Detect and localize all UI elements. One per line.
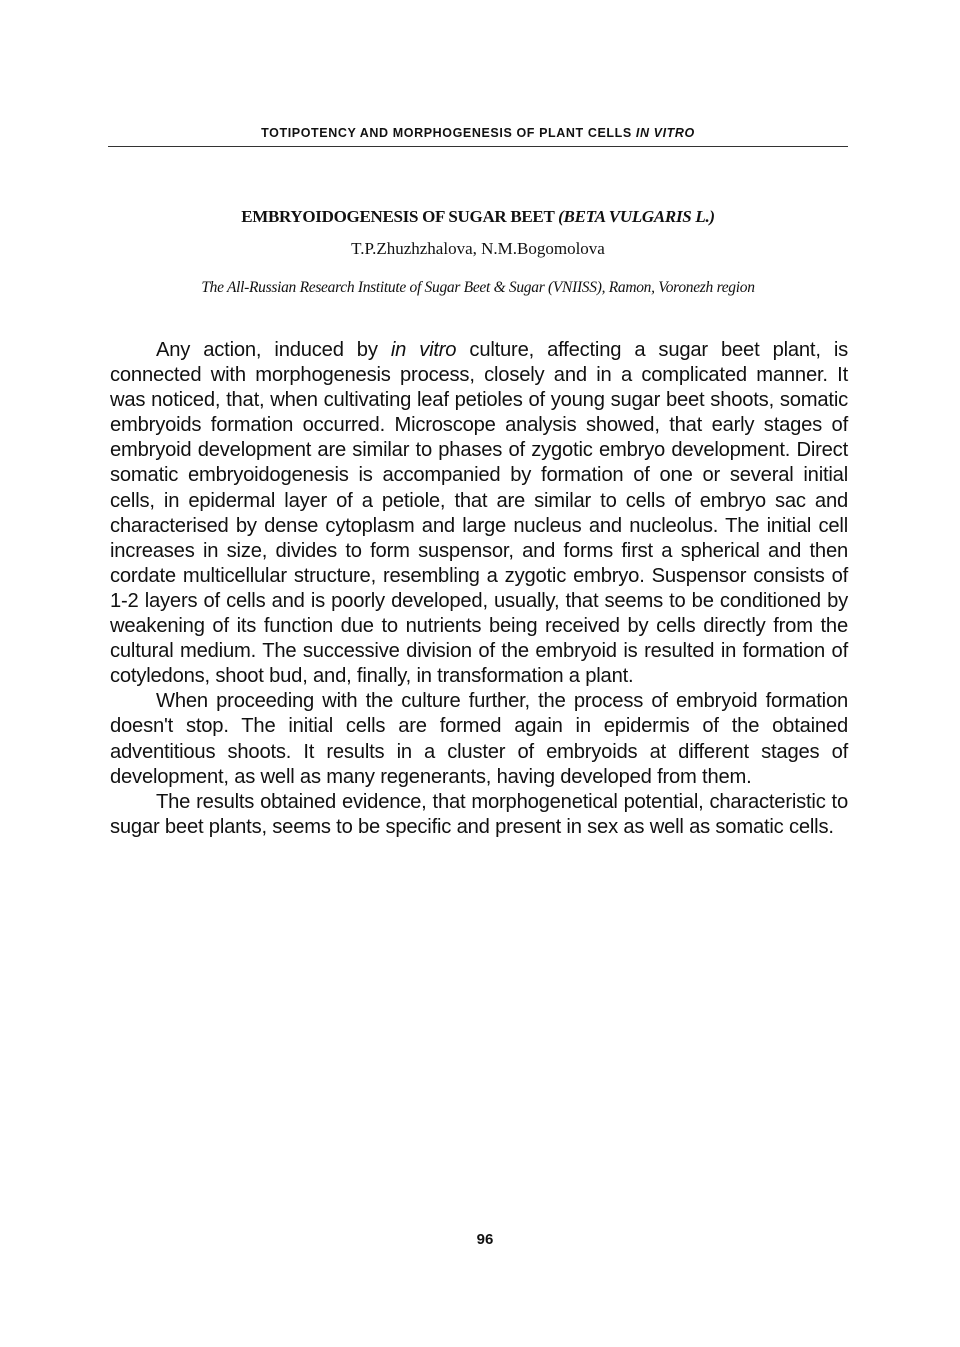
article-affiliation: The All-Russian Research Institute of Sugar Beet & Sugar (VNIISS), Ramon, Voronezh region (201, 279, 755, 296)
paragraph-1-italic: in vitro (390, 339, 457, 361)
article-title-species: (BETA VULGARIS L.) (558, 207, 715, 226)
article-title (108, 206, 848, 228)
running-head-rule (108, 146, 848, 147)
body-paragraph-3: The results obtained evidence, that morphogenetical potential, characteristic to sugar beet plants, seems to be specific and present in sex as well as somatic cells. (110, 790, 848, 838)
article-authors: T.P.Zhuzhzhalova, N.M.Bogomolova (351, 239, 605, 258)
article-body (110, 338, 848, 840)
running-head-italic: IN VITRO (635, 126, 695, 140)
article-title-text: EMBRYOIDOGENESIS OF SUGAR BEET (241, 207, 555, 226)
paragraph-1-rest: culture, affecting a sugar beet plant, is connected with morphogenesis process, closely and in a complicated manner. It was noticed, that, when cultivating leaf petioles of young sugar beet shoots, somatic embryoids formation occurred. Microscope analysis showed, that early stages of embryoid development are similar to phases of zygotic embryo development. Direct somatic embryoidogenesis is accompanied by formation of one or several initial cells, in epidermal layer of a petiole, that are similar to cells of embryo sac and characterised by dense cytoplasm and large nucleus and nucleolus. The initial cell increases in size, divides to form suspensor, and forms first a spherical and then cordate multicellular structure, resembling a zygotic embryo. Suspensor consists of 1-2 layers of cells and is poorly developed, usually, that seems to be conditioned by weakening of its function due to nutrients being received by cells directly from the cultural medium. The successive division of the embryoid is resulted in formation of cotyledons, shoot bud, and, finally, in transformation a plant. (110, 339, 849, 688)
body-paragraph-1 (110, 338, 848, 689)
running-head-text: TOTIPOTENCY AND MORPHOGENESIS OF PLANT CELLS (261, 126, 632, 140)
paragraph-1-lead: Any action, induced by (156, 339, 391, 361)
body-paragraph-2: When proceeding with the culture further, the process of embryoid formation doesn't stop. The initial cells are formed again in epidermis of the obtained adventitious shoots. It results in a cluster of embryoids at different stages of development, as well as many regenerants, having developed from them. (110, 690, 848, 788)
page-number: 96 (476, 1231, 494, 1248)
running-head (108, 126, 848, 141)
